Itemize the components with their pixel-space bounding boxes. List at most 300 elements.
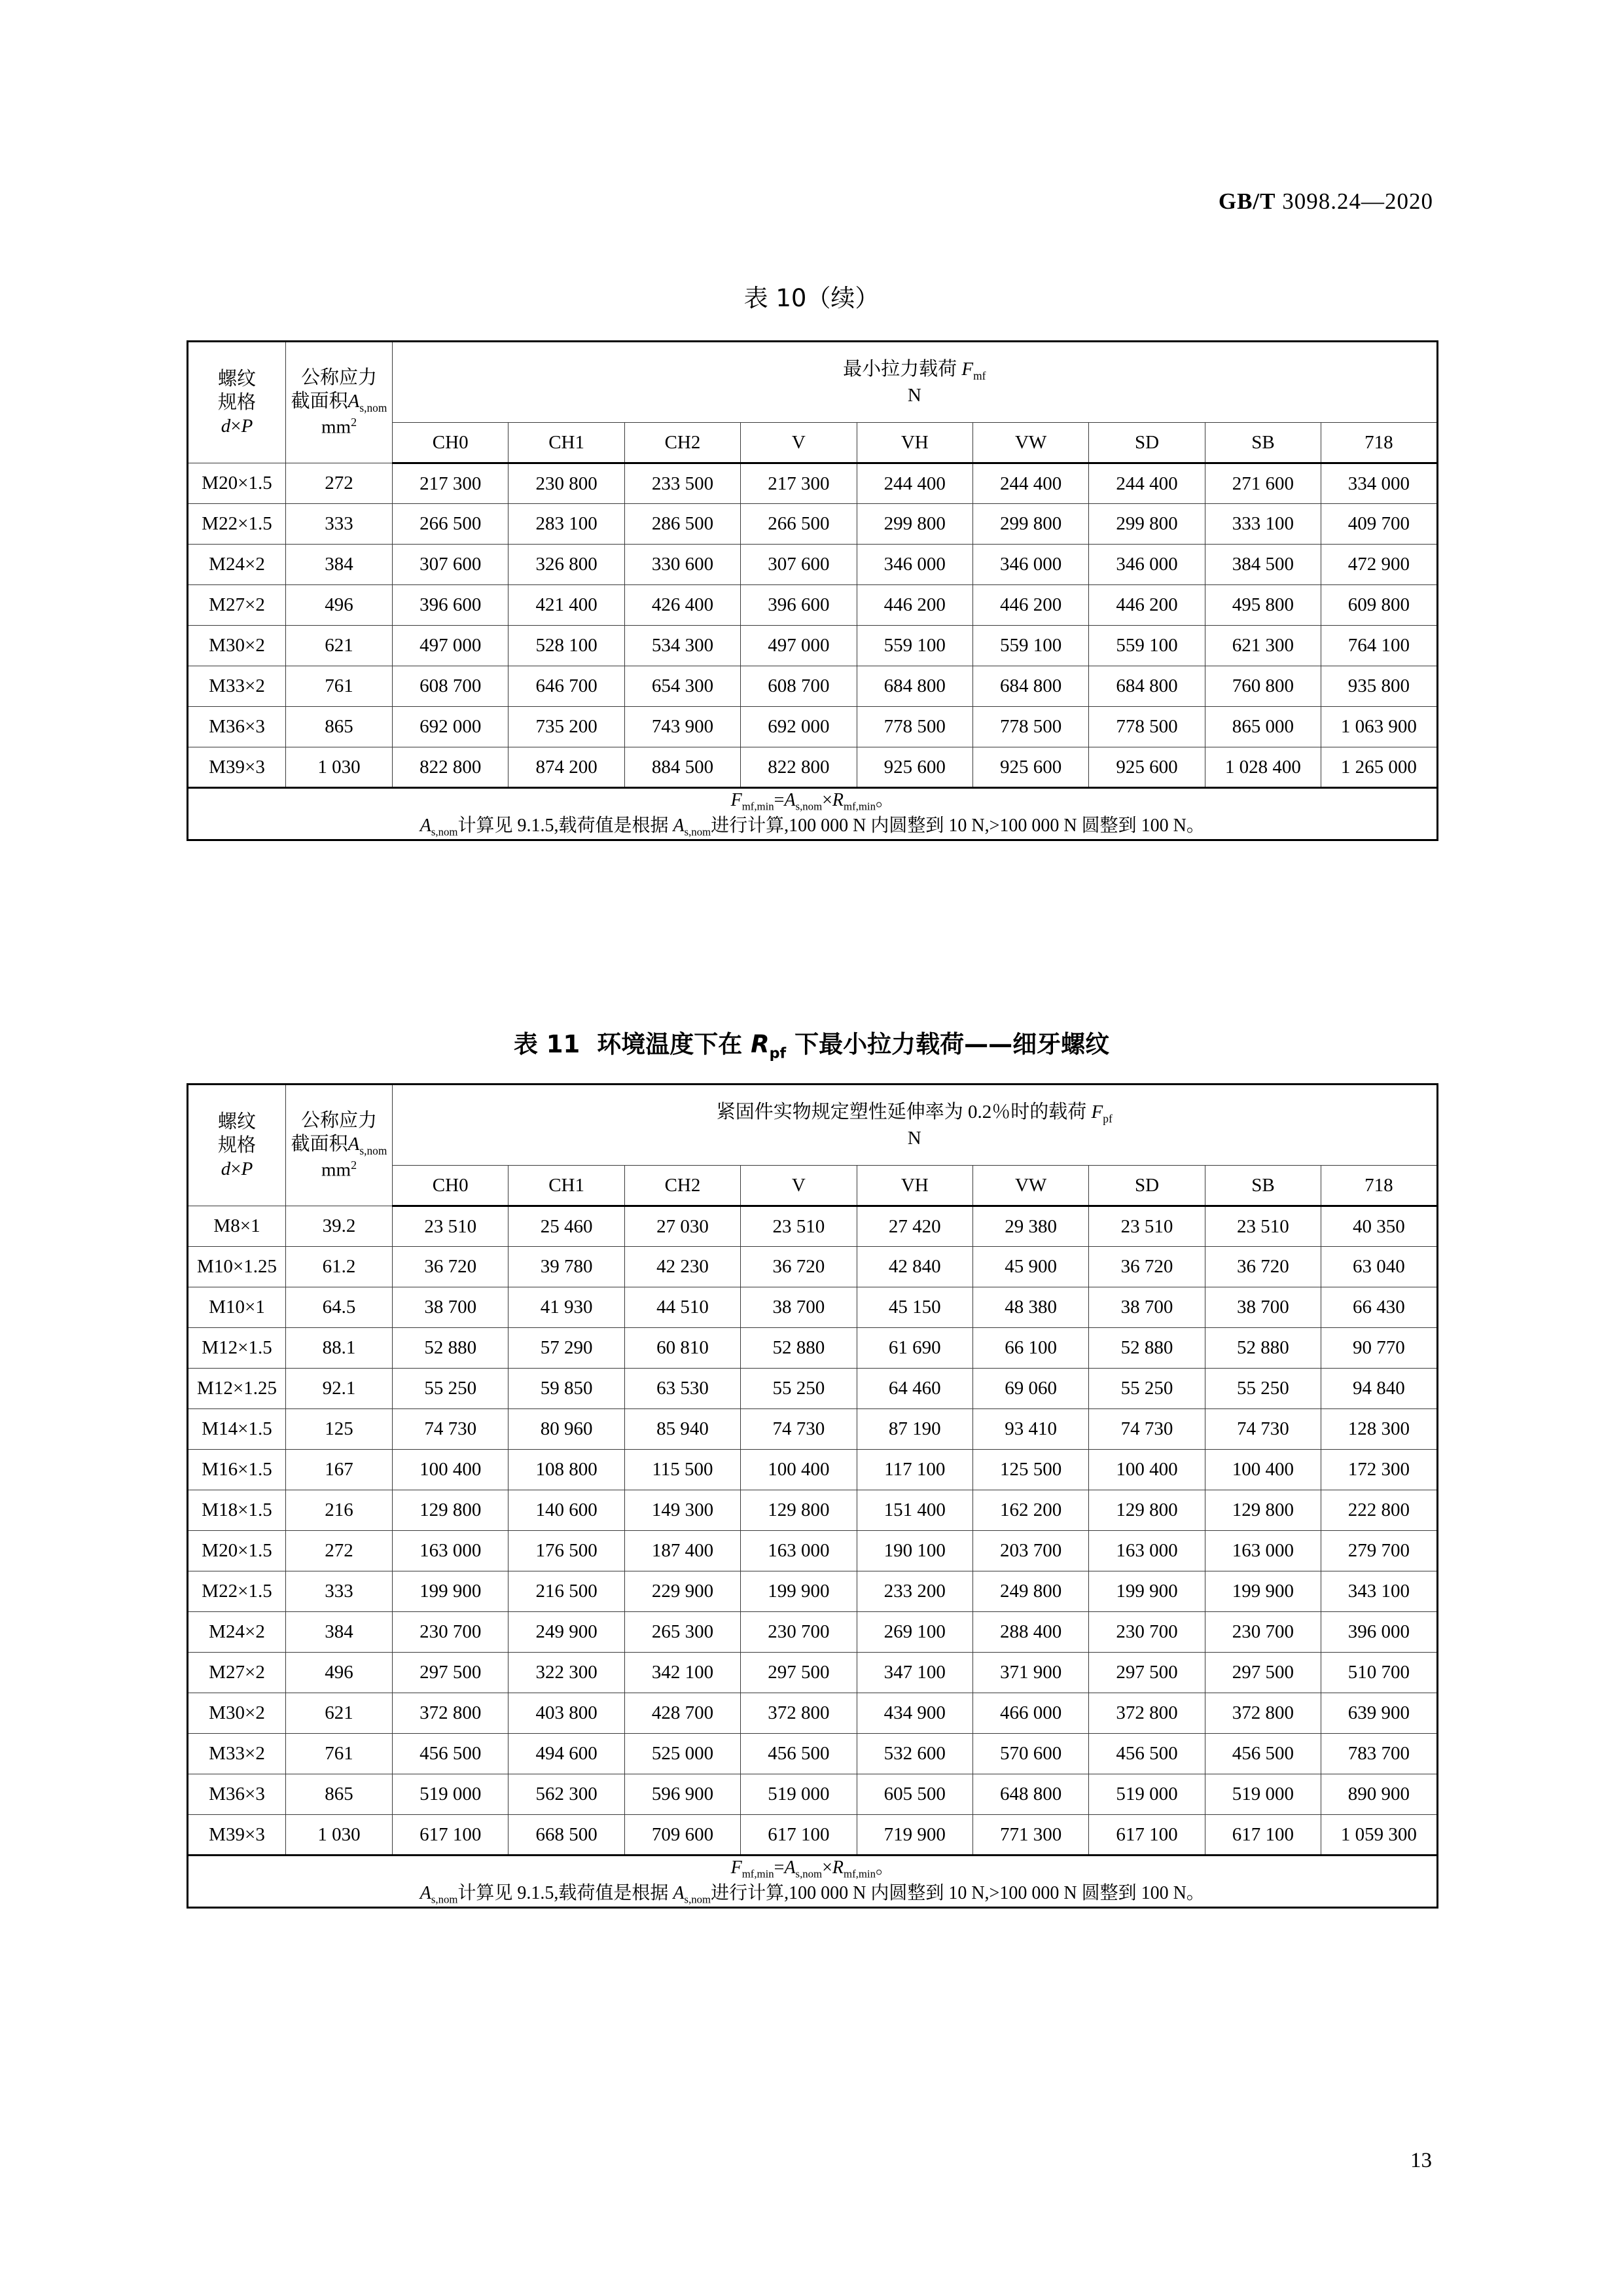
table-row bbox=[188, 1369, 1438, 1409]
row-value: 163 000 bbox=[1089, 1531, 1205, 1571]
row-value: 244 400 bbox=[857, 463, 972, 504]
row-value: 1 063 900 bbox=[1321, 707, 1437, 747]
table11-col-header: CH0 bbox=[393, 1166, 508, 1206]
row-value: 244 400 bbox=[972, 463, 1088, 504]
row-value: 322 300 bbox=[508, 1653, 624, 1693]
table-row bbox=[188, 626, 1438, 666]
row-value: 684 800 bbox=[972, 666, 1088, 707]
row-value: 735 200 bbox=[508, 707, 624, 747]
row-value: 36 720 bbox=[1089, 1247, 1205, 1287]
row-value: 778 500 bbox=[1089, 707, 1205, 747]
row-value: 709 600 bbox=[624, 1815, 740, 1856]
row-spec: M24×2 bbox=[188, 1612, 286, 1653]
row-value: 935 800 bbox=[1321, 666, 1437, 707]
row-spec: M22×1.5 bbox=[188, 504, 286, 545]
table-row bbox=[188, 1287, 1438, 1328]
table10-container bbox=[187, 340, 1436, 841]
row-value: 52 880 bbox=[1089, 1328, 1205, 1369]
row-value: 446 200 bbox=[972, 585, 1088, 626]
table11-header-row-1 bbox=[188, 1085, 1438, 1125]
table11-header-area bbox=[286, 1085, 393, 1206]
row-value: 87 190 bbox=[857, 1409, 972, 1450]
row-value: 925 600 bbox=[1089, 747, 1205, 788]
row-value: 61 690 bbox=[857, 1328, 972, 1369]
row-value: 372 800 bbox=[1089, 1693, 1205, 1734]
row-value: 495 800 bbox=[1205, 585, 1321, 626]
row-area: 333 bbox=[286, 504, 393, 545]
table10-note-formula: $F_{mf,min}=A_{s,nom}\times R_{mf,min}$。 bbox=[730, 790, 894, 813]
row-value: 771 300 bbox=[972, 1815, 1088, 1856]
row-area: 61.2 bbox=[286, 1247, 393, 1287]
row-value: 426 400 bbox=[624, 585, 740, 626]
row-area: 216 bbox=[286, 1490, 393, 1531]
row-value: 233 200 bbox=[857, 1571, 972, 1612]
row-value: 244 400 bbox=[1089, 463, 1205, 504]
row-value: 822 800 bbox=[393, 747, 508, 788]
row-value: 532 600 bbox=[857, 1734, 972, 1774]
table-row bbox=[188, 707, 1438, 747]
row-value: 865 000 bbox=[1205, 707, 1321, 747]
table-row bbox=[188, 1409, 1438, 1450]
row-value: 421 400 bbox=[508, 585, 624, 626]
row-value: 266 500 bbox=[741, 504, 857, 545]
row-value: 39 780 bbox=[508, 1247, 624, 1287]
row-value: 456 500 bbox=[741, 1734, 857, 1774]
row-value: 117 100 bbox=[857, 1450, 972, 1490]
table11-col-header: V bbox=[741, 1166, 857, 1206]
table10 bbox=[187, 340, 1438, 841]
row-value: 570 600 bbox=[972, 1734, 1088, 1774]
header-spec-line1: 螺纹 bbox=[217, 1111, 256, 1132]
row-value: 129 800 bbox=[741, 1490, 857, 1531]
row-value: 149 300 bbox=[624, 1490, 740, 1531]
row-value: 519 000 bbox=[1205, 1774, 1321, 1815]
row-spec: M36×3 bbox=[188, 707, 286, 747]
row-value: 446 200 bbox=[857, 585, 972, 626]
row-value: 52 880 bbox=[741, 1328, 857, 1369]
row-value: 446 200 bbox=[1089, 585, 1205, 626]
row-value: 162 200 bbox=[972, 1490, 1088, 1531]
table11 bbox=[187, 1083, 1438, 1909]
header-spec-line2: 规格 bbox=[217, 391, 256, 413]
row-value: 778 500 bbox=[857, 707, 972, 747]
row-value: 38 700 bbox=[1089, 1287, 1205, 1328]
table11-caption-prefix: 表 11 bbox=[513, 1030, 580, 1058]
row-value: 55 250 bbox=[1089, 1369, 1205, 1409]
row-spec: M24×2 bbox=[188, 545, 286, 585]
table10-col-header: VW bbox=[972, 423, 1088, 463]
row-value: 333 100 bbox=[1205, 504, 1321, 545]
row-value: 163 000 bbox=[1205, 1531, 1321, 1571]
row-value: 621 300 bbox=[1205, 626, 1321, 666]
row-spec: M33×2 bbox=[188, 666, 286, 707]
row-value: 55 250 bbox=[741, 1369, 857, 1409]
row-value: 129 800 bbox=[393, 1490, 508, 1531]
row-area: 761 bbox=[286, 1734, 393, 1774]
row-spec: M30×2 bbox=[188, 1693, 286, 1734]
row-area: 621 bbox=[286, 626, 393, 666]
row-value: 63 530 bbox=[624, 1369, 740, 1409]
row-value: 115 500 bbox=[624, 1450, 740, 1490]
row-value: 297 500 bbox=[393, 1653, 508, 1693]
row-value: 66 430 bbox=[1321, 1287, 1437, 1328]
row-area: 272 bbox=[286, 1531, 393, 1571]
row-value: 44 510 bbox=[624, 1287, 740, 1328]
row-value: 42 840 bbox=[857, 1247, 972, 1287]
row-value: 519 000 bbox=[393, 1774, 508, 1815]
table11-note-formula: $F_{mf,min}=A_{s,nom}\times R_{mf,min}$。 bbox=[730, 1857, 894, 1880]
table10-caption-prefix: 表 10 bbox=[743, 284, 807, 312]
row-value: 1 265 000 bbox=[1321, 747, 1437, 788]
row-area: 865 bbox=[286, 1774, 393, 1815]
row-value: 216 500 bbox=[508, 1571, 624, 1612]
table-row bbox=[188, 1490, 1438, 1531]
row-value: 59 850 bbox=[508, 1369, 624, 1409]
row-value: 271 600 bbox=[1205, 463, 1321, 504]
row-value: 23 510 bbox=[1205, 1206, 1321, 1247]
row-value: 100 400 bbox=[1205, 1450, 1321, 1490]
table-row bbox=[188, 1450, 1438, 1490]
row-value: 60 810 bbox=[624, 1328, 740, 1369]
table-row bbox=[188, 1247, 1438, 1287]
row-value: 409 700 bbox=[1321, 504, 1437, 545]
header-span-unit: N bbox=[907, 384, 921, 406]
table11-header-span bbox=[393, 1085, 1438, 1166]
row-value: 249 800 bbox=[972, 1571, 1088, 1612]
table-row bbox=[188, 1734, 1438, 1774]
row-area: 333 bbox=[286, 1571, 393, 1612]
row-value: 692 000 bbox=[741, 707, 857, 747]
row-value: 648 800 bbox=[972, 1774, 1088, 1815]
row-spec: M20×1.5 bbox=[188, 1531, 286, 1571]
row-value: 151 400 bbox=[857, 1490, 972, 1531]
row-value: 233 500 bbox=[624, 463, 740, 504]
row-value: 176 500 bbox=[508, 1531, 624, 1571]
row-value: 23 510 bbox=[393, 1206, 508, 1247]
table-row bbox=[188, 504, 1438, 545]
row-value: 528 100 bbox=[508, 626, 624, 666]
row-spec: M30×2 bbox=[188, 626, 286, 666]
row-value: 265 300 bbox=[624, 1612, 740, 1653]
row-value: 605 500 bbox=[857, 1774, 972, 1815]
table10-header-area bbox=[286, 342, 393, 463]
row-value: 342 100 bbox=[624, 1653, 740, 1693]
row-spec: M33×2 bbox=[188, 1734, 286, 1774]
row-spec: M12×1.5 bbox=[188, 1328, 286, 1369]
row-value: 52 880 bbox=[393, 1328, 508, 1369]
row-value: 890 900 bbox=[1321, 1774, 1437, 1815]
table-row bbox=[188, 1571, 1438, 1612]
row-value: 384 500 bbox=[1205, 545, 1321, 585]
table11-col-header: CH2 bbox=[624, 1166, 740, 1206]
row-value: 510 700 bbox=[1321, 1653, 1437, 1693]
row-value: 297 500 bbox=[741, 1653, 857, 1693]
row-value: 279 700 bbox=[1321, 1531, 1437, 1571]
table10-header-row-1 bbox=[188, 342, 1438, 382]
row-value: 617 100 bbox=[393, 1815, 508, 1856]
table-row bbox=[188, 1328, 1438, 1369]
row-spec: M12×1.25 bbox=[188, 1369, 286, 1409]
row-value: 85 940 bbox=[624, 1409, 740, 1450]
row-value: 36 720 bbox=[1205, 1247, 1321, 1287]
row-value: 617 100 bbox=[1205, 1815, 1321, 1856]
row-value: 372 800 bbox=[393, 1693, 508, 1734]
row-value: 55 250 bbox=[1205, 1369, 1321, 1409]
row-value: 874 200 bbox=[508, 747, 624, 788]
row-value: 1 028 400 bbox=[1205, 747, 1321, 788]
header-spec-line3: d×P bbox=[221, 416, 253, 437]
table11-caption-symbol: R bbox=[751, 1030, 770, 1058]
row-value: 684 800 bbox=[857, 666, 972, 707]
row-value: 534 300 bbox=[624, 626, 740, 666]
row-value: 609 800 bbox=[1321, 585, 1437, 626]
row-value: 45 900 bbox=[972, 1247, 1088, 1287]
row-value: 346 000 bbox=[1089, 545, 1205, 585]
row-value: 692 000 bbox=[393, 707, 508, 747]
table-row bbox=[188, 1612, 1438, 1653]
row-value: 743 900 bbox=[624, 707, 740, 747]
row-spec: M39×3 bbox=[188, 747, 286, 788]
row-value: 57 290 bbox=[508, 1328, 624, 1369]
row-value: 163 000 bbox=[393, 1531, 508, 1571]
table10-caption bbox=[0, 278, 1623, 314]
row-spec: M8×1 bbox=[188, 1206, 286, 1247]
row-value: 668 500 bbox=[508, 1815, 624, 1856]
row-value: 230 700 bbox=[393, 1612, 508, 1653]
row-value: 307 600 bbox=[741, 545, 857, 585]
row-value: 925 600 bbox=[972, 747, 1088, 788]
row-value: 36 720 bbox=[393, 1247, 508, 1287]
table-row bbox=[188, 545, 1438, 585]
row-area: 384 bbox=[286, 1612, 393, 1653]
table-row bbox=[188, 463, 1438, 504]
row-area: 621 bbox=[286, 1693, 393, 1734]
table10-col-header: SB bbox=[1205, 423, 1321, 463]
header-spec-line3: d×P bbox=[221, 1158, 253, 1180]
row-value: 472 900 bbox=[1321, 545, 1437, 585]
header-area-unit: $mm^2$ bbox=[321, 1158, 357, 1181]
table11-header-spec bbox=[188, 1085, 286, 1206]
row-value: 654 300 bbox=[624, 666, 740, 707]
table11-note-row bbox=[188, 1856, 1438, 1908]
row-value: 778 500 bbox=[972, 707, 1088, 747]
row-value: 403 800 bbox=[508, 1693, 624, 1734]
row-value: 596 900 bbox=[624, 1774, 740, 1815]
table10-col-header: 718 bbox=[1321, 423, 1437, 463]
row-value: 128 300 bbox=[1321, 1409, 1437, 1450]
table-row bbox=[188, 1206, 1438, 1247]
row-value: 45 150 bbox=[857, 1287, 972, 1328]
row-value: 497 000 bbox=[393, 626, 508, 666]
row-value: 299 800 bbox=[1089, 504, 1205, 545]
row-value: 559 100 bbox=[857, 626, 972, 666]
table-row bbox=[188, 1653, 1438, 1693]
row-spec: M10×1 bbox=[188, 1287, 286, 1328]
standard-number: 3098.24—2020 bbox=[1282, 188, 1433, 214]
row-value: 307 600 bbox=[393, 545, 508, 585]
table10-note bbox=[188, 788, 1438, 840]
row-value: 286 500 bbox=[624, 504, 740, 545]
row-value: 52 880 bbox=[1205, 1328, 1321, 1369]
row-value: 90 770 bbox=[1321, 1328, 1437, 1369]
row-area: 88.1 bbox=[286, 1328, 393, 1369]
row-value: 38 700 bbox=[741, 1287, 857, 1328]
row-area: 496 bbox=[286, 585, 393, 626]
row-area: 39.2 bbox=[286, 1206, 393, 1247]
row-value: 199 900 bbox=[393, 1571, 508, 1612]
row-value: 55 250 bbox=[393, 1369, 508, 1409]
row-area: 761 bbox=[286, 666, 393, 707]
row-area: 64.5 bbox=[286, 1287, 393, 1328]
row-area: 384 bbox=[286, 545, 393, 585]
row-area: 167 bbox=[286, 1450, 393, 1490]
row-value: 40 350 bbox=[1321, 1206, 1437, 1247]
row-value: 74 730 bbox=[393, 1409, 508, 1450]
table10-col-header: CH1 bbox=[508, 423, 624, 463]
row-value: 519 000 bbox=[741, 1774, 857, 1815]
table11-caption-mid1: 环境温度下在 bbox=[597, 1030, 751, 1058]
row-area: 272 bbox=[286, 463, 393, 504]
row-value: 199 900 bbox=[1089, 1571, 1205, 1612]
row-area: 125 bbox=[286, 1409, 393, 1450]
row-value: 617 100 bbox=[1089, 1815, 1205, 1856]
row-area: 496 bbox=[286, 1653, 393, 1693]
row-value: 434 900 bbox=[857, 1693, 972, 1734]
row-spec: M14×1.5 bbox=[188, 1409, 286, 1450]
table11-note-text: $A_{s,nom}$计算见 9.1.5,载荷值是根据 $A_{s,nom}$进行计算,100 000 N 内圆整到 10 N,>100 000 N 圆整到 100 N。 bbox=[419, 1882, 1205, 1906]
row-value: 266 500 bbox=[393, 504, 508, 545]
row-value: 764 100 bbox=[1321, 626, 1437, 666]
row-value: 1 059 300 bbox=[1321, 1815, 1437, 1856]
row-value: 684 800 bbox=[1089, 666, 1205, 707]
row-value: 822 800 bbox=[741, 747, 857, 788]
row-value: 129 800 bbox=[1205, 1490, 1321, 1531]
row-value: 783 700 bbox=[1321, 1734, 1437, 1774]
row-value: 163 000 bbox=[741, 1531, 857, 1571]
row-value: 343 100 bbox=[1321, 1571, 1437, 1612]
row-value: 140 600 bbox=[508, 1490, 624, 1531]
table11-col-header: VH bbox=[857, 1166, 972, 1206]
header-span-unit: N bbox=[907, 1127, 921, 1149]
row-value: 249 900 bbox=[508, 1612, 624, 1653]
row-value: 108 800 bbox=[508, 1450, 624, 1490]
row-value: 29 380 bbox=[972, 1206, 1088, 1247]
row-value: 203 700 bbox=[972, 1531, 1088, 1571]
row-value: 925 600 bbox=[857, 747, 972, 788]
row-value: 217 300 bbox=[741, 463, 857, 504]
row-value: 94 840 bbox=[1321, 1369, 1437, 1409]
row-value: 172 300 bbox=[1321, 1450, 1437, 1490]
row-value: 199 900 bbox=[1205, 1571, 1321, 1612]
row-value: 23 510 bbox=[741, 1206, 857, 1247]
row-value: 23 510 bbox=[1089, 1206, 1205, 1247]
row-value: 222 800 bbox=[1321, 1490, 1437, 1531]
row-value: 456 500 bbox=[1089, 1734, 1205, 1774]
row-value: 466 000 bbox=[972, 1693, 1088, 1734]
row-value: 74 730 bbox=[741, 1409, 857, 1450]
row-spec: M10×1.25 bbox=[188, 1247, 286, 1287]
row-value: 27 420 bbox=[857, 1206, 972, 1247]
row-value: 326 800 bbox=[508, 545, 624, 585]
header-area-line2: 截面积$A_{s,nom}$ bbox=[291, 390, 387, 414]
row-value: 456 500 bbox=[1205, 1734, 1321, 1774]
row-value: 372 800 bbox=[741, 1693, 857, 1734]
table-row bbox=[188, 666, 1438, 707]
table10-col-header: V bbox=[741, 423, 857, 463]
row-value: 519 000 bbox=[1089, 1774, 1205, 1815]
standard-prefix: GB/T bbox=[1218, 188, 1276, 214]
table11-col-header: VW bbox=[972, 1166, 1088, 1206]
row-value: 330 600 bbox=[624, 545, 740, 585]
row-value: 187 400 bbox=[624, 1531, 740, 1571]
row-value: 428 700 bbox=[624, 1693, 740, 1734]
table11-col-header: CH1 bbox=[508, 1166, 624, 1206]
row-value: 199 900 bbox=[741, 1571, 857, 1612]
row-value: 559 100 bbox=[972, 626, 1088, 666]
row-value: 396 000 bbox=[1321, 1612, 1437, 1653]
header-span-label: 紧固件实物规定塑性延伸率为 0.2％时的载荷 $F_{pf}$ bbox=[716, 1102, 1113, 1125]
table11-caption bbox=[0, 1024, 1623, 1062]
row-value: 559 100 bbox=[1089, 626, 1205, 666]
row-value: 100 400 bbox=[741, 1450, 857, 1490]
row-value: 38 700 bbox=[393, 1287, 508, 1328]
table10-header-span bbox=[393, 342, 1438, 423]
page-number: 13 bbox=[1410, 2149, 1432, 2172]
header-area-line1: 公称应力 bbox=[300, 1109, 377, 1131]
header-spec-line1: 螺纹 bbox=[217, 368, 256, 389]
row-value: 269 100 bbox=[857, 1612, 972, 1653]
row-spec: M18×1.5 bbox=[188, 1490, 286, 1531]
table11-col-header: SD bbox=[1089, 1166, 1205, 1206]
header-span-label: 最小拉力载荷 $F_{mf}$ bbox=[843, 359, 986, 382]
row-value: 297 500 bbox=[1089, 1653, 1205, 1693]
row-value: 346 000 bbox=[857, 545, 972, 585]
row-value: 562 300 bbox=[508, 1774, 624, 1815]
table-row bbox=[188, 1531, 1438, 1571]
row-spec: M16×1.5 bbox=[188, 1450, 286, 1490]
running-header bbox=[1219, 188, 1433, 215]
table10-col-header: SD bbox=[1089, 423, 1205, 463]
row-value: 63 040 bbox=[1321, 1247, 1437, 1287]
row-value: 93 410 bbox=[972, 1409, 1088, 1450]
table10-col-header: VH bbox=[857, 423, 972, 463]
row-spec: M20×1.5 bbox=[188, 463, 286, 504]
table-row bbox=[188, 1774, 1438, 1815]
row-value: 371 900 bbox=[972, 1653, 1088, 1693]
row-value: 27 030 bbox=[624, 1206, 740, 1247]
table10-header-spec bbox=[188, 342, 286, 463]
table-row bbox=[188, 585, 1438, 626]
row-value: 48 380 bbox=[972, 1287, 1088, 1328]
row-value: 229 900 bbox=[624, 1571, 740, 1612]
row-value: 884 500 bbox=[624, 747, 740, 788]
row-value: 217 300 bbox=[393, 463, 508, 504]
table11-container bbox=[187, 1083, 1436, 1909]
row-area: 1 030 bbox=[286, 1815, 393, 1856]
row-value: 617 100 bbox=[741, 1815, 857, 1856]
row-value: 74 730 bbox=[1205, 1409, 1321, 1450]
table-row bbox=[188, 747, 1438, 788]
row-value: 125 500 bbox=[972, 1450, 1088, 1490]
row-value: 283 100 bbox=[508, 504, 624, 545]
header-area-line2: 截面积$A_{s,nom}$ bbox=[291, 1133, 387, 1157]
row-spec: M22×1.5 bbox=[188, 1571, 286, 1612]
row-spec: M27×2 bbox=[188, 1653, 286, 1693]
row-spec: M27×2 bbox=[188, 585, 286, 626]
header-area-unit: $mm^2$ bbox=[321, 416, 357, 439]
row-value: 38 700 bbox=[1205, 1287, 1321, 1328]
header-area-line1: 公称应力 bbox=[300, 367, 377, 388]
